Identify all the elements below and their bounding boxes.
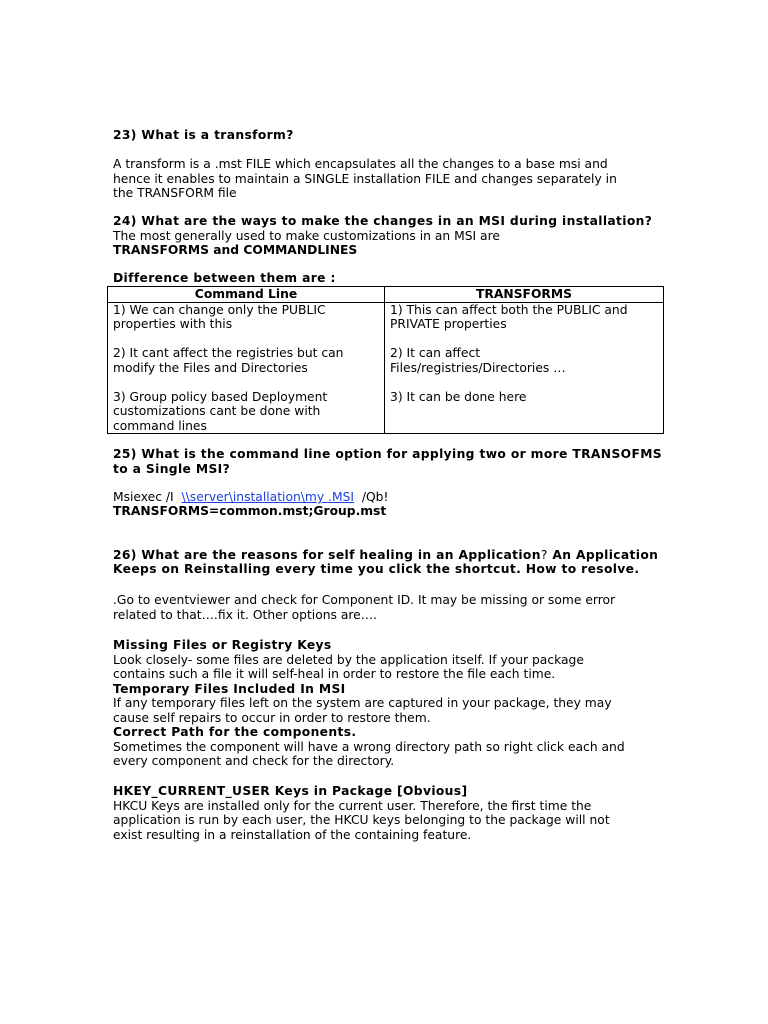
table-cell-line: 3) Group policy based Deployment	[113, 389, 328, 404]
difference-label: Difference between them are :	[113, 271, 336, 285]
q25-command	[113, 490, 388, 505]
q26-heading-line1	[113, 548, 658, 563]
q26-intro-line: related to that….fix it. Other options are….	[113, 607, 377, 622]
table-cell-line: 3) It can be done here	[390, 389, 527, 404]
table-cell-transforms	[385, 302, 664, 434]
table-cell-paragraph	[390, 346, 658, 375]
table-cell-line: command lines	[113, 418, 207, 433]
hkcu-section	[113, 784, 610, 842]
section-line: contains such a file it will self-heal in order to restore the file each time.	[113, 667, 556, 681]
section-line: every component and check for the directory.	[113, 754, 395, 768]
table-cell-line: properties with this	[113, 317, 233, 331]
hkcu-line: HKCU Keys are installed only for the current user. Therefore, the first time the	[113, 798, 592, 813]
q26-heading-part: An Application	[547, 548, 659, 562]
table-header-transforms: TRANSFORMS	[385, 287, 664, 303]
q24-heading: 24) What are the ways to make the changes in an MSI during installation?	[113, 214, 653, 228]
q25-heading	[113, 447, 662, 476]
command-prefix: Msiexec /I	[113, 490, 182, 504]
table-cell-paragraph	[113, 346, 379, 375]
comparison-table	[107, 286, 664, 434]
table-header-row	[108, 287, 664, 303]
q25-heading-line: 25) What is the command line option for applying two or more TRANSOFMS	[113, 447, 662, 461]
q26-heading-part: 26) What are the reasons for self healing in an Application	[113, 548, 541, 562]
q26-sections	[113, 638, 625, 769]
table-cell-line: 2) It can affect	[390, 346, 481, 360]
table-header-command-line: Command Line	[108, 287, 385, 303]
section-title: Correct Path for the components.	[113, 725, 357, 739]
q23-answer-line: A transform is a .mst FILE which encapsulates all the changes to a base msi and	[113, 157, 608, 171]
section-line: cause self repairs to occur in order to restore them.	[113, 710, 431, 725]
q23-answer-line: the TRANSFORM file	[113, 186, 237, 200]
q25-heading-line: to a Single MSI?	[113, 461, 231, 476]
section-title: Temporary Files Included In MSI	[113, 681, 346, 696]
q26-heading-part: ?	[540, 548, 548, 562]
section-line: If any temporary files left on the system are captured in your package, they may	[113, 696, 612, 710]
section-title: Missing Files or Registry Keys	[113, 638, 332, 652]
table-cell-line: 2) It cant affect the registries but can	[113, 346, 344, 360]
table-cell-line: PRIVATE properties	[390, 317, 507, 331]
command-suffix: /Qb!	[354, 490, 389, 504]
table-cell-paragraph	[390, 303, 658, 332]
table-cell-line: modify the Files and Directories	[113, 360, 308, 375]
table-cell-paragraph	[390, 390, 658, 405]
q24-answer-bold: TRANSFORMS and COMMANDLINES	[113, 243, 358, 257]
table-cell-paragraph	[113, 390, 379, 434]
table-row	[108, 302, 664, 434]
table-cell-paragraph	[113, 303, 379, 332]
q26-intro-line: .Go to eventviewer and check for Component ID. It may be missing or some error	[113, 593, 616, 607]
hkcu-line: application is run by each user, the HKCU keys belonging to the package will not	[113, 813, 610, 827]
q24-answer-line: The most generally used to make customizations in an MSI are	[113, 229, 500, 243]
table-cell-line: 1) We can change only the PUBLIC	[113, 302, 326, 317]
table-cell-line: Files/registries/Directories …	[390, 360, 566, 375]
q23-answer	[113, 157, 617, 201]
q23-answer-line: hence it enables to maintain a SINGLE installation FILE and changes separately in	[113, 171, 617, 186]
section-line: Look closely- some files are deleted by the application itself. If your package	[113, 652, 584, 667]
table-cell-line: 1) This can affect both the PUBLIC and	[390, 302, 628, 317]
table-cell-command-line	[108, 302, 385, 434]
hkcu-title: HKEY_CURRENT_USER Keys in Package [Obvious]	[113, 784, 468, 798]
q23-heading: 23) What is a transform?	[113, 128, 294, 142]
q25-command-bold: TRANSFORMS=common.mst;Group.mst	[113, 504, 387, 518]
msi-path-link[interactable]: \\server\installation\my .MSI	[181, 490, 355, 504]
q26-intro	[113, 593, 615, 622]
section-line: Sometimes the component will have a wrong directory path so right click each and	[113, 739, 625, 754]
hkcu-line: exist resulting in a reinstallation of the containing feature.	[113, 827, 472, 842]
q26-heading-line2: Keeps on Reinstalling every time you click the shortcut. How to resolve.	[113, 562, 640, 576]
table-cell-line: customizations cant be done with	[113, 404, 321, 418]
